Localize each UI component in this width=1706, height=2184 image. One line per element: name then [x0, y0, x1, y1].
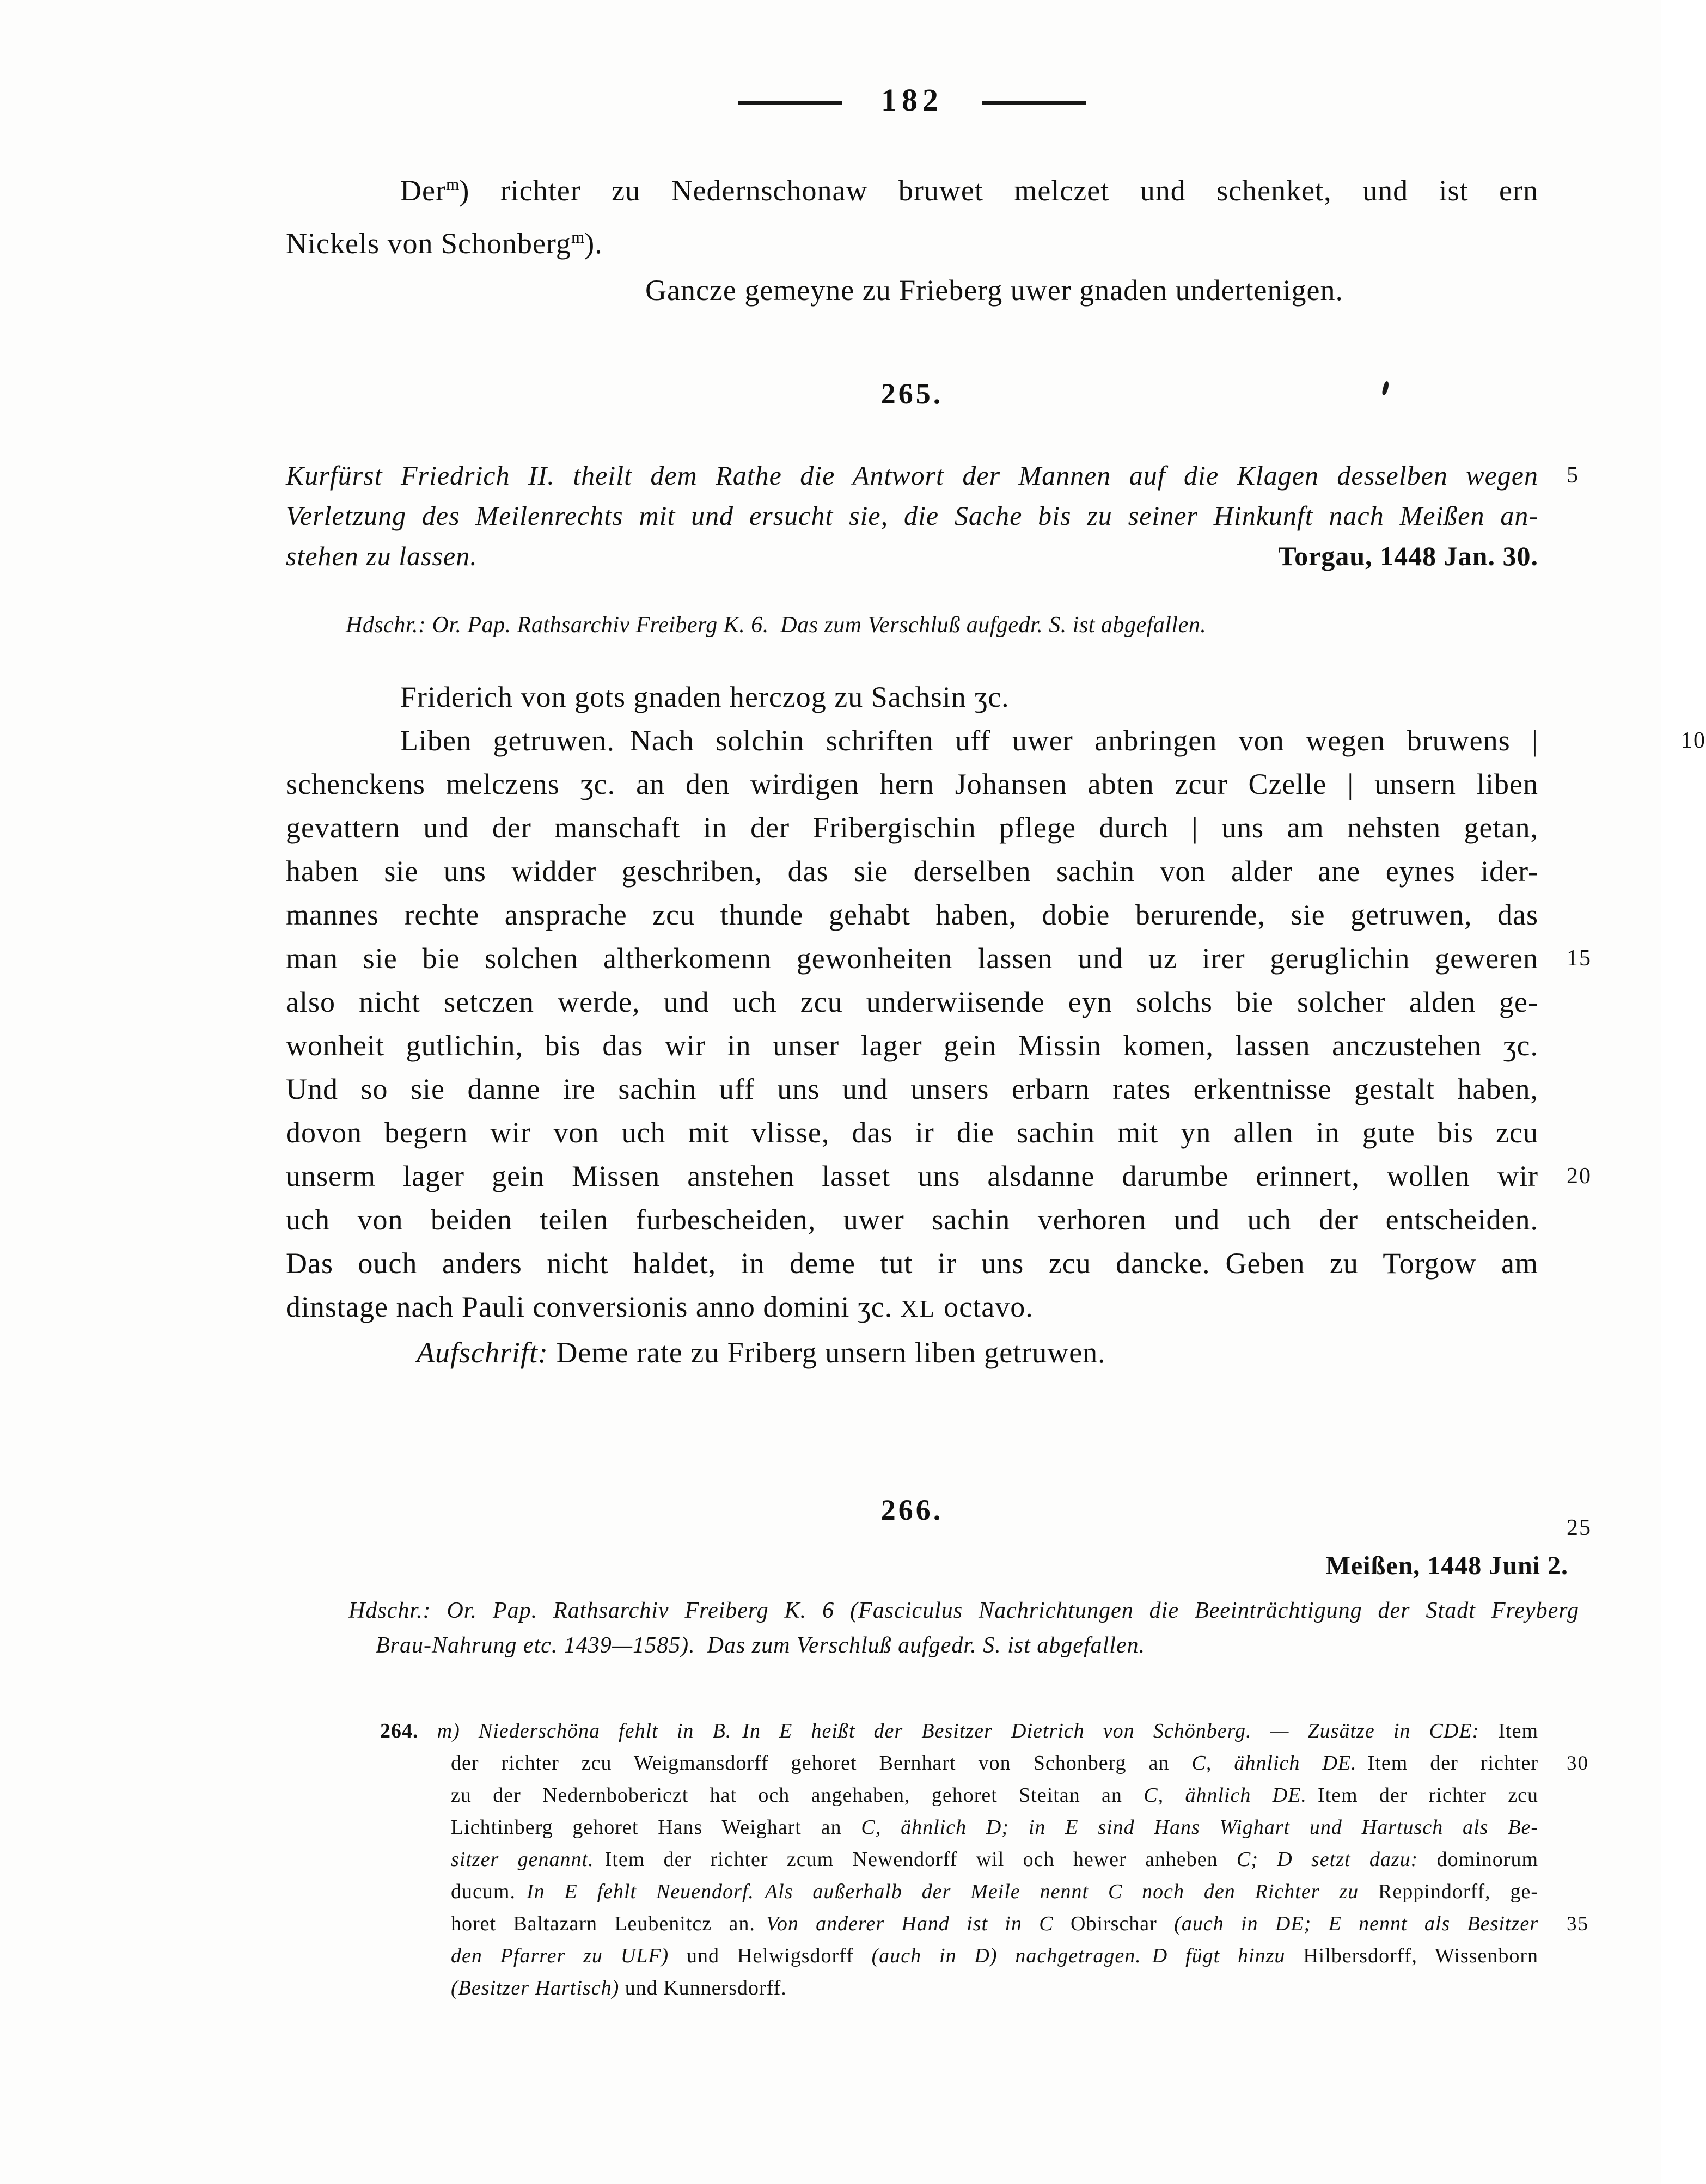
text-run: Lichtinberg gehoret Hans Weighart an	[451, 1816, 861, 1839]
line-date: Torgau, 1448 Jan. 30.	[1278, 541, 1538, 571]
text-line	[286, 980, 1538, 1024]
text-line	[286, 675, 1538, 719]
text-run: octavo.	[935, 1290, 1034, 1323]
text-run: dominorum	[1418, 1848, 1538, 1871]
entry-265-source-note: Hdschr.: Or. Pap. Rathsarchiv Freiberg K. 6. Das zum Verschluß aufgedr. S. ist abgefallen.	[346, 613, 1207, 638]
header-rule-left	[738, 101, 842, 105]
text-line	[348, 1628, 1579, 1663]
text-run: Deme rate zu Friberg unsern liben getruwen.	[548, 1336, 1106, 1369]
text-run: (auch in DE; E nennt als Besitzer	[1174, 1912, 1538, 1935]
text-run: mannes rechte ansprache zcu thunde gehabt haben, dobie berurende, sie getruwen, das	[286, 898, 1538, 931]
text-run: m	[445, 175, 460, 194]
text-run: Item der richter zcu	[1306, 1784, 1539, 1807]
text-run: m	[571, 228, 585, 247]
text-run: Gancze gemeyne zu Frieberg uwer gnaden undertenigen.	[645, 274, 1343, 307]
text-line	[286, 1331, 1538, 1374]
entry-266-source-note	[348, 1593, 1579, 1663]
text-run: C, ähnlich DE.	[1191, 1752, 1357, 1775]
header-rule-right	[982, 101, 1086, 105]
text-run: Hilbersdorff, Wissenborn	[1303, 1944, 1538, 1967]
text-line	[286, 1154, 1592, 1198]
text-run: haben sie uns widder geschriben, das sie derselben sachin von alder ane eynes ider-	[286, 855, 1538, 888]
text-run: Item der richter zcum Newendorff wil och hewer anheben	[594, 1848, 1237, 1871]
entry-265-body	[286, 675, 1706, 1374]
footnote-apparatus	[380, 1715, 1589, 2004]
text-run: horet Baltazarn Leubenitcz an.	[451, 1912, 755, 1935]
text-run: In E fehlt Neuendorf. Als außerhalb der Meile nennt C noch den Richter zu	[515, 1880, 1379, 1903]
text-line	[286, 267, 1538, 314]
text-run: C, ähnlich DE.	[1144, 1784, 1307, 1807]
text-run: ) richter zu Nedernschonaw bruwet melczet und schenket, und ist ern	[459, 174, 1538, 207]
text-run: Friderich von gots gnaden herczog zu Sachsin ʒc.	[400, 681, 1010, 713]
text-line	[286, 214, 1538, 267]
text-line	[451, 1844, 1538, 1876]
text-run: 264.	[380, 1720, 437, 1742]
margin-line-number: 15	[1567, 946, 1592, 971]
text-line	[286, 893, 1538, 937]
text-line	[451, 1812, 1538, 1844]
text-run: sitzer genannt.	[451, 1848, 594, 1871]
text-run: also nicht setczen werde, und uch zcu underwiisende eyn solchs bie solcher alden ge-	[286, 986, 1538, 1018]
text-run: (auch in D) nachgetragen. D fügt hinzu	[871, 1944, 1304, 1967]
entry-266-heading	[286, 1493, 1592, 1540]
text-run: ducum.	[451, 1880, 516, 1903]
text-run: Von anderer Hand ist in C	[755, 1912, 1071, 1935]
text-line	[286, 1285, 1538, 1331]
text-run: Der	[400, 174, 446, 207]
text-line	[286, 719, 1706, 762]
text-run: dovon begern wir von uch mit vlisse, das ir die sachin mit yn allen in gute bis zcu	[286, 1116, 1538, 1149]
text-run: Liben getruwen. Nach solchin schriften uff uwer anbringen von wegen bruwens |	[400, 724, 1538, 757]
text-run: C, ähnlich D; in E sind Hans Wighart und Hartusch als Be-	[861, 1816, 1538, 1839]
margin-line-number: 25	[1567, 1515, 1592, 1540]
text-line	[286, 1067, 1538, 1111]
text-run: Reppindorff, ge-	[1378, 1880, 1538, 1903]
entry-266-date: Meißen, 1448 Juni 2.	[1325, 1551, 1568, 1580]
text-run: und Kunnersdorff.	[619, 1977, 787, 1999]
text-run: Aufschrift:	[417, 1336, 548, 1369]
text-run: Verletzung des Meilenrechts mit und ersucht sie, die Sache bis zu seiner Hinkunft nach Meißen an-	[286, 500, 1538, 531]
text-line	[286, 937, 1592, 980]
text-run: Hdschr.: Or. Pap. Rathsarchiv Freiberg K. 6 (Fasciculus Nachrichtungen die Beeinträchtigung der Stadt Freyberg	[348, 1598, 1579, 1623]
text-run: wonheit gutlichin, bis das wir in unser lager gein Missin komen, lassen anczustehen ʒc.	[286, 1029, 1538, 1062]
intro-paragraph	[286, 161, 1538, 314]
text-run: ).	[584, 227, 603, 260]
margin-line-number: 30	[1567, 1752, 1589, 1775]
text-line	[451, 1940, 1538, 1972]
text-run: uch von beiden teilen furbescheiden, uwer sachin verhoren und uch der entscheiden.	[286, 1203, 1538, 1236]
text-run: stehen zu lassen.	[286, 541, 478, 571]
text-line	[451, 1908, 1589, 1940]
text-run: Item	[1498, 1720, 1539, 1742]
text-line	[286, 1024, 1538, 1067]
text-run: Obirschar	[1071, 1912, 1175, 1935]
text-run: (Besitzer Hartisch)	[451, 1977, 620, 1999]
text-run: Und so sie danne ire sachin uff uns und unsers erbarn rates erkentnisse gestalt haben,	[286, 1073, 1538, 1105]
text-line	[286, 536, 1538, 576]
text-run: der richter zcu Weigmansdorff gehoret Bernhart von Schonberg an	[451, 1752, 1192, 1775]
text-run: den Pfarrer zu ULF)	[451, 1944, 669, 1967]
page-number: 182	[881, 82, 943, 118]
entry-266-number: 266.	[880, 1494, 944, 1526]
text-run: C; D setzt dazu:	[1236, 1848, 1418, 1871]
text-line	[286, 161, 1538, 214]
text-run: schenckens melczens ʒc. an den wirdigen hern Johansen abten zcur Czelle | unsern liben	[286, 768, 1538, 800]
text-line	[348, 1593, 1579, 1628]
text-line	[286, 1111, 1538, 1154]
text-run: m) Niederschöna fehlt in B. In E heißt der Besitzer Dietrich von Schönberg. — Zusätze in CDE:	[437, 1720, 1499, 1742]
text-line	[286, 849, 1538, 893]
text-run: Brau-Nahrung etc. 1439—1585). Das zum Verschluß aufgedr. S. ist abgefallen.	[376, 1633, 1146, 1658]
text-line	[286, 495, 1538, 536]
text-line	[451, 1876, 1538, 1908]
text-line	[286, 1198, 1538, 1241]
text-run: und Helwigsdorff	[669, 1944, 872, 1967]
text-line	[286, 762, 1538, 806]
text-run: Item der richter	[1356, 1752, 1539, 1775]
entry-265-number: 265.	[880, 377, 944, 410]
text-line	[286, 1241, 1538, 1285]
text-run: zu der Nedernbobericzt hat och angehaben, gehoret Steitan an	[451, 1784, 1144, 1807]
text-line	[451, 1972, 1538, 2004]
text-line	[380, 1715, 1539, 1747]
text-run: Das ouch anders nicht haldet, in deme tut ir uns zcu dancke. Geben zu Torgow am	[286, 1247, 1538, 1280]
text-run: gevattern und der manschaft in der Fribergischin pflege durch | uns am nehsten getan,	[286, 811, 1538, 844]
text-run: Kurfürst Friedrich II. theilt dem Rathe die Antwort der Mannen auf die Klagen desselben wegen	[286, 460, 1538, 491]
page-header	[286, 82, 1538, 118]
text-run: dinstage nach Pauli conversionis anno domini ʒc.	[286, 1290, 901, 1323]
margin-line-number: 20	[1567, 1164, 1592, 1189]
margin-line-number: 5	[1567, 463, 1579, 488]
text-run: XL	[900, 1295, 936, 1322]
entry-265-regest	[286, 455, 1579, 576]
text-line	[286, 455, 1579, 495]
text-line	[286, 806, 1538, 849]
text-run: Nickels von Schonberg	[286, 227, 571, 260]
text-line	[451, 1747, 1589, 1779]
text-run: unserm lager gein Missen anstehen lasset uns alsdanne darumbe erinnert, wollen wir	[286, 1160, 1538, 1192]
margin-line-number: 10	[1681, 728, 1706, 753]
margin-line-number: 35	[1567, 1913, 1589, 1935]
line-left-part	[286, 536, 478, 576]
text-line	[451, 1779, 1538, 1812]
text-run: man sie bie solchen altherkomenn gewonheiten lassen und uz irer geruglichin geweren	[286, 942, 1538, 975]
